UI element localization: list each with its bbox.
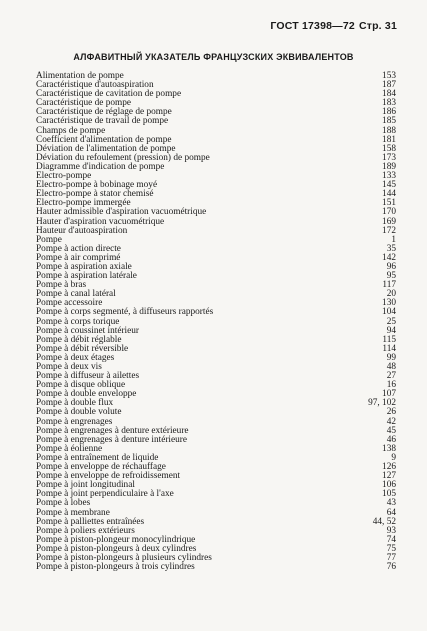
entry-page-number: 145: [382, 180, 396, 191]
entry-term: Pompe à enveloppe de refroidissement: [36, 471, 181, 482]
entry-term: Electro-pompe immergée: [36, 198, 131, 209]
entry-term: Pompe à engrenages à denture intérieure: [36, 434, 188, 445]
entry-page-number: 95: [386, 271, 396, 282]
entry-term: Pompe à engrenages: [36, 416, 113, 427]
entry-term: Caractéristique de travail de pompe: [36, 116, 169, 127]
entry-term: Pompe à débit réglable: [36, 334, 122, 345]
entry-page-number: 138: [382, 443, 396, 454]
entry-term: Pompe à engrenages à denture extérieure: [36, 425, 189, 436]
entry-page-number: 35: [386, 243, 396, 254]
entry-term: Pompe à enveloppe de réchauffage: [36, 462, 166, 473]
entry-page-number: 105: [382, 489, 396, 500]
entry-page-number: 158: [382, 143, 396, 154]
entry-page-number: 45: [386, 425, 396, 436]
entry-term: Champs de pompe: [36, 125, 106, 136]
entry-term: Pompe à coussinet intérieur: [36, 325, 140, 336]
entry-page-number: 189: [382, 161, 396, 172]
entry-term: Coefficient d'alimentation de pompe: [36, 134, 172, 145]
entry-page-number: 172: [382, 225, 396, 236]
entry-term: Caractéristique de réglage de pompe: [36, 107, 172, 118]
entry-page-number: 75: [386, 543, 396, 554]
entry-page-number: 142: [382, 252, 396, 263]
entry-page-number: 183: [382, 98, 396, 109]
entry-page-number: 133: [382, 171, 396, 182]
entry-page-number: 130: [382, 298, 396, 309]
entry-page-number: 173: [382, 152, 396, 163]
entry-page-number: 144: [382, 189, 396, 200]
entry-term: Pompe à joint perpendiculaire à l'axe: [36, 489, 174, 500]
index-entry: [36, 490, 396, 499]
entry-term: Caractéristique de pompe: [36, 98, 131, 109]
page-header: [270, 20, 397, 32]
entry-page-number: 185: [382, 116, 396, 127]
index-entry: [36, 272, 396, 281]
entry-term: Pompe à double flux: [36, 398, 114, 409]
entry-page-number: 20: [386, 289, 396, 300]
entry-page-number: 94: [386, 325, 396, 336]
entry-page-number: 184: [382, 89, 396, 100]
entry-term: Pompe à palliettes entraînées: [36, 516, 145, 527]
entry-page-number: 115: [382, 334, 396, 345]
entry-term: Pompe à lobes: [36, 498, 91, 509]
entry-term: Electro-pompe à bobinage moyé: [36, 180, 158, 191]
entry-term: Caractéristique d'autoaspiration: [36, 80, 154, 91]
entry-page-number: 43: [386, 498, 396, 509]
entry-page-number: 26: [386, 407, 396, 418]
entry-term: Pompe à bras: [36, 280, 87, 291]
entry-page-number: 1: [391, 234, 396, 245]
entry-term: Pompe à aspiration axiale: [36, 261, 132, 272]
entry-term: Pompe à deux étages: [36, 352, 115, 363]
entry-page-number: 96: [386, 261, 396, 272]
entry-term: Pompe à corps segmenté, à diffuseurs rapportés: [36, 307, 214, 318]
entry-term: Pompe à deux vis: [36, 362, 102, 372]
entry-page-number: 97, 102: [368, 398, 396, 409]
entry-page-number: 104: [382, 307, 396, 318]
entry-page-number: 46: [386, 434, 396, 445]
index-entry: [36, 227, 396, 236]
standard-number: ГОСТ 17398—72: [270, 20, 355, 32]
entry-page-number: 107: [382, 389, 396, 400]
entry-term: Déviation de l'alimentation de pompe: [36, 143, 176, 154]
entry-term: Pompe à membrane: [36, 507, 110, 518]
entry-page-number: 42: [386, 416, 396, 427]
entry-term: Pompe à entraînement de liquide: [36, 452, 159, 463]
entry-term: Pompe à disque oblique: [36, 380, 126, 391]
entry-term: Pompe à corps torique: [36, 316, 120, 327]
entry-page-number: 76: [386, 562, 396, 573]
entry-term: Hauter admissible d'aspiration vacuométrique: [36, 207, 207, 218]
entry-page-number: 27: [386, 371, 396, 382]
entry-term: Déviation du refoulement (pression) de pompe: [36, 152, 210, 163]
entry-term: Pompe à débit réversible: [36, 343, 129, 354]
entry-term: Pompe à canal latéral: [36, 289, 116, 300]
entry-term: Pompe à aspiration latérale: [36, 271, 137, 282]
entry-term: Hauteur d'autoaspiration: [36, 225, 128, 236]
entry-term: Electro-pompe à stator chemisé: [36, 189, 154, 200]
entry-page-number: 188: [382, 125, 396, 136]
entry-page-number: 170: [382, 207, 396, 218]
entry-term: Pompe à diffuseur à ailettes: [36, 371, 140, 382]
entry-term: Pompe à éolienne: [36, 443, 103, 454]
entry-page-number: 114: [382, 343, 396, 354]
entry-page-number: 153: [382, 71, 396, 81]
entry-term: Pompe à poliers extérieurs: [36, 525, 135, 536]
entry-page-number: 74: [386, 534, 396, 545]
entry-page-number: 99: [386, 352, 396, 363]
entry-page-number: 187: [382, 80, 396, 91]
entry-page-number: 77: [386, 552, 396, 563]
entry-term: Pompe à piston-plongeurs à trois cylindres: [36, 562, 195, 573]
entry-page-number: 181: [382, 134, 396, 145]
entry-page-number: 186: [382, 107, 396, 118]
entry-term: Pompe à action directe: [36, 243, 121, 254]
entry-term: Pompe à joint longitudinal: [36, 480, 135, 491]
entry-page-number: 93: [386, 525, 396, 536]
entry-term: Caractéristique de cavitation de pompe: [36, 89, 182, 100]
entry-term: Pompe à piston-plongeurs à deux cylindres: [36, 543, 197, 554]
entry-term: Alimentation de pompe: [36, 71, 124, 81]
entry-page-number: 25: [386, 316, 396, 327]
entry-page-number: 126: [382, 462, 396, 473]
entry-page-number: 9: [391, 452, 396, 463]
entry-term: Pompe accessoire: [36, 298, 103, 309]
entry-term: Pompe à piston-plongeurs à plusieurs cylindres: [36, 552, 212, 563]
entry-term: Electro-pompe: [36, 171, 92, 182]
entry-term: Hauter d'aspiration vacuométrique: [36, 216, 165, 227]
index-title: АЛФАВИТНЫЙ УКАЗАТЕЛЬ ФРАНЦУЗСКИХ ЭКВИВАЛЕНТОВ: [73, 52, 354, 62]
entry-page-number: 106: [382, 480, 396, 491]
entry-term: Pompe à double enveloppe: [36, 389, 137, 400]
entry-term: Pompe: [36, 234, 62, 245]
entry-page-number: 48: [386, 362, 396, 372]
entry-page-number: 44, 52: [372, 516, 396, 527]
entry-page-number: 151: [382, 198, 396, 209]
index-entries: [36, 72, 396, 572]
entry-term: Pompe à double volute: [36, 407, 122, 418]
entry-page-number: 64: [386, 507, 396, 518]
entry-term: Diagramme d'indication de pompe: [36, 161, 165, 172]
entry-page-number: 117: [382, 280, 396, 291]
page-number: Стр. 31: [358, 20, 397, 32]
index-entry: [36, 563, 396, 572]
entry-page-number: 169: [382, 216, 396, 227]
entry-page-number: 127: [382, 471, 396, 482]
entry-term: Pompe à piston-plongeur monocylindrique: [36, 534, 196, 545]
entry-term: Pompe à air comprimé: [36, 252, 121, 263]
entry-page-number: 16: [386, 380, 396, 391]
